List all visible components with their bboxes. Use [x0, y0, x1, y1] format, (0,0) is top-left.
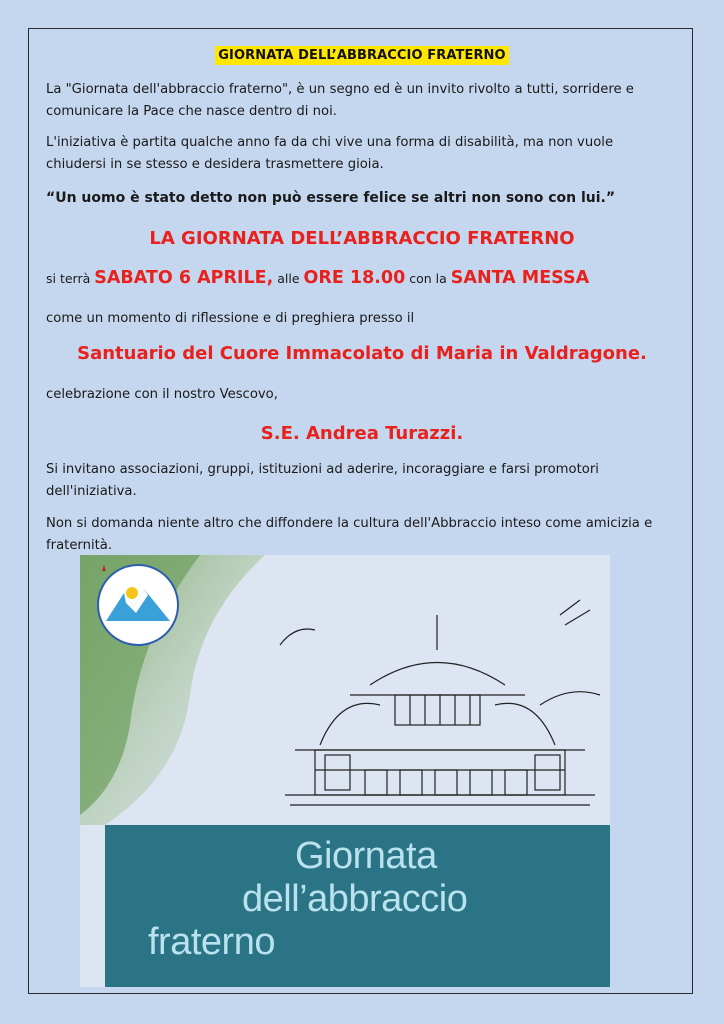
event-time: ORE 18.00: [303, 268, 406, 288]
intro-line-2: comunicare la Pace che nasce dentro di noi.: [46, 104, 337, 119]
event-poster: [80, 555, 610, 987]
when-prefix: si terrà: [46, 271, 91, 286]
event-mass: SANTA MESSA: [450, 268, 590, 288]
bishop-name: S.E. Andrea Turazzi.: [260, 423, 464, 444]
banner-line-1: Giornata: [295, 835, 437, 877]
intro-line-1: La "Giornata dell'abbraccio fraterno", è un segno ed è un invito rivolto a tutti, sorridere e: [46, 82, 634, 97]
title-wrap: [0, 44, 724, 65]
initiative-line-2: chiudersi in se stesso e desidera trasmettere gioia.: [46, 157, 384, 172]
initiative-line-1: L'iniziativa è partita qualche anno fa da chi vive una forma di disabilità, ma non vuole: [46, 135, 614, 150]
initiative-paragraph: [46, 132, 686, 176]
culture-paragraph: [46, 513, 686, 557]
apsm-logo-icon: [96, 563, 180, 647]
sanctuary: Santuario del Cuore Immacolato di Maria in Valdragone.: [77, 343, 647, 364]
intro-paragraph: [46, 79, 686, 123]
invite-paragraph: [46, 459, 686, 503]
culture-line-2: fraternità.: [46, 538, 113, 553]
event-heading: LA GIORNATA DELL’ABBRACCIO FRATERNO: [149, 228, 575, 249]
quote: “Un uomo è stato detto non può essere felice se altri non sono con lui.”: [46, 190, 616, 206]
banner-line-2: dell’abbraccio: [242, 878, 468, 920]
invite-line-1: Si invitano associazioni, gruppi, istituzioni ad aderire, incoraggiare e farsi promotori: [46, 462, 599, 477]
poster-banner: [105, 825, 610, 987]
page-title: GIORNATA DELL’ABBRACCIO FRATERNO: [215, 46, 508, 65]
event-when-line: [46, 268, 589, 288]
banner-line-3: fraterno: [148, 921, 275, 963]
event-date: SABATO 6 APRILE,: [94, 268, 274, 288]
culture-line-1: Non si domanda niente altro che diffondere la cultura dell'Abbraccio inteso come amicizia e: [46, 516, 653, 531]
invite-line-2: dell'iniziativa.: [46, 484, 137, 499]
moment-line: come un momento di riflessione e di preghiera presso il: [46, 311, 415, 326]
when-with: con la: [409, 271, 447, 286]
when-at: alle: [277, 271, 300, 286]
celebration-line: celebrazione con il nostro Vescovo,: [46, 387, 278, 402]
